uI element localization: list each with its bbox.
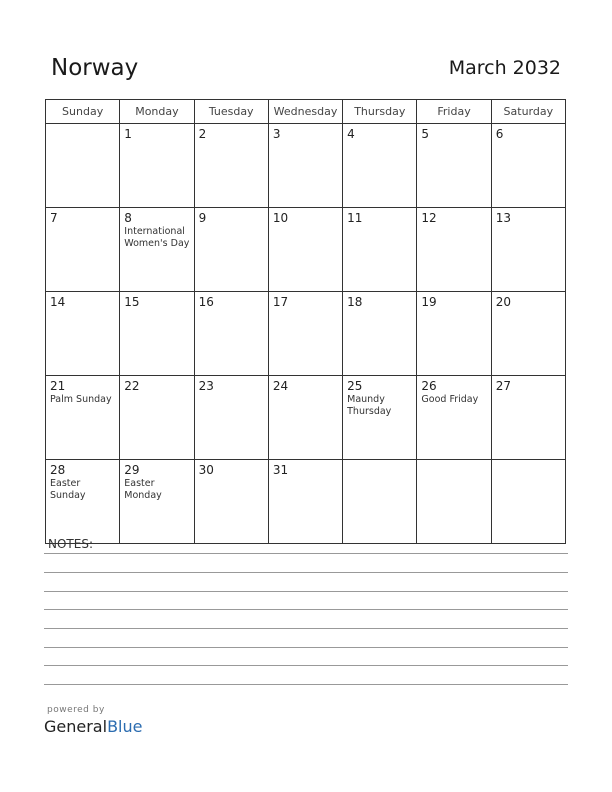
weekday-header: Monday xyxy=(120,100,194,124)
day-number: 7 xyxy=(50,211,58,225)
weekday-header: Thursday xyxy=(343,100,417,124)
notes-line xyxy=(44,609,568,610)
notes-line xyxy=(44,628,568,629)
day-cell xyxy=(194,460,268,544)
week-row xyxy=(46,124,566,208)
notes-line xyxy=(44,647,568,648)
day-number: 23 xyxy=(198,379,214,393)
day-cell xyxy=(194,292,268,376)
day-number: 30 xyxy=(198,463,214,477)
weekday-header: Friday xyxy=(417,100,491,124)
day-number: 2 xyxy=(198,127,207,141)
day-number: 26 xyxy=(421,379,437,393)
weekday-header: Tuesday xyxy=(194,100,268,124)
notes-line xyxy=(44,665,568,666)
holiday-label: Good Friday xyxy=(421,394,479,405)
week-row xyxy=(46,460,566,544)
brand-logo xyxy=(44,717,142,736)
day-number: 4 xyxy=(347,127,355,141)
week-row xyxy=(46,208,566,292)
day-cell xyxy=(417,208,491,292)
holiday-label: Easter Monday xyxy=(124,478,162,501)
day-cell xyxy=(417,460,491,544)
day-number: 1 xyxy=(124,127,132,141)
day-cell xyxy=(194,124,268,208)
day-number: 28 xyxy=(50,463,66,477)
day-cell xyxy=(268,376,342,460)
calendar-grid xyxy=(45,99,566,544)
day-cell xyxy=(120,124,194,208)
day-cell xyxy=(120,460,194,544)
day-cell xyxy=(120,208,194,292)
day-cell xyxy=(268,292,342,376)
day-cell xyxy=(268,124,342,208)
day-number: 25 xyxy=(347,379,363,393)
day-number: 3 xyxy=(272,127,281,141)
week-row xyxy=(46,292,566,376)
day-cell xyxy=(46,292,120,376)
notes-line xyxy=(44,684,568,685)
day-cell xyxy=(491,460,565,544)
notes-line xyxy=(44,553,568,554)
brand-general: General xyxy=(44,717,108,736)
weekday-header: Wednesday xyxy=(268,100,342,124)
powered-by-text: powered by xyxy=(47,705,105,715)
day-number: 12 xyxy=(421,211,437,225)
day-number: 19 xyxy=(421,295,437,309)
day-number: 6 xyxy=(495,127,504,141)
day-cell xyxy=(268,208,342,292)
holiday-label: Palm Sunday xyxy=(50,394,112,405)
day-cell xyxy=(46,208,120,292)
day-cell xyxy=(194,376,268,460)
day-cell xyxy=(417,292,491,376)
holiday-label: Maundy Thursday xyxy=(347,394,392,417)
day-number: 21 xyxy=(50,379,66,393)
day-cell xyxy=(343,460,417,544)
day-cell xyxy=(46,460,120,544)
day-number: 27 xyxy=(495,379,511,393)
brand-blue: Blue xyxy=(107,717,143,736)
day-cell xyxy=(46,124,120,208)
day-number: 31 xyxy=(272,463,289,477)
day-cell xyxy=(46,376,120,460)
month-year-title: March 2032 xyxy=(448,57,561,79)
notes-line xyxy=(44,591,568,592)
day-number: 15 xyxy=(124,295,140,309)
day-cell xyxy=(343,376,417,460)
day-number: 29 xyxy=(124,463,140,477)
day-cell xyxy=(491,124,565,208)
day-cell xyxy=(417,376,491,460)
holiday-label: Easter Sunday xyxy=(50,478,86,501)
country-title: Norway xyxy=(51,55,139,81)
week-row xyxy=(46,376,566,460)
day-number: 20 xyxy=(495,295,511,309)
day-number: 16 xyxy=(198,295,214,309)
day-cell xyxy=(491,208,565,292)
day-number: 11 xyxy=(347,211,363,225)
day-number: 17 xyxy=(272,295,289,309)
weekday-header-row xyxy=(46,100,566,124)
day-cell xyxy=(343,208,417,292)
day-cell xyxy=(491,292,565,376)
day-number: 13 xyxy=(495,211,511,225)
day-cell xyxy=(343,292,417,376)
day-number: 22 xyxy=(124,379,140,393)
day-cell xyxy=(343,124,417,208)
day-number: 8 xyxy=(124,211,132,225)
notes-line xyxy=(44,572,568,573)
day-cell xyxy=(194,208,268,292)
day-number: 5 xyxy=(421,127,430,141)
day-cell xyxy=(120,376,194,460)
day-cell xyxy=(120,292,194,376)
day-number: 18 xyxy=(347,295,363,309)
day-cell xyxy=(491,376,565,460)
day-number: 9 xyxy=(198,211,207,225)
day-number: 10 xyxy=(272,211,289,225)
notes-label: NOTES: xyxy=(48,537,93,551)
day-number: 24 xyxy=(272,379,289,393)
weekday-header: Sunday xyxy=(46,100,120,124)
holiday-label: International Women's Day xyxy=(124,226,190,249)
weekday-header: Saturday xyxy=(491,100,565,124)
day-cell xyxy=(268,460,342,544)
day-number: 14 xyxy=(50,295,66,309)
day-cell xyxy=(417,124,491,208)
